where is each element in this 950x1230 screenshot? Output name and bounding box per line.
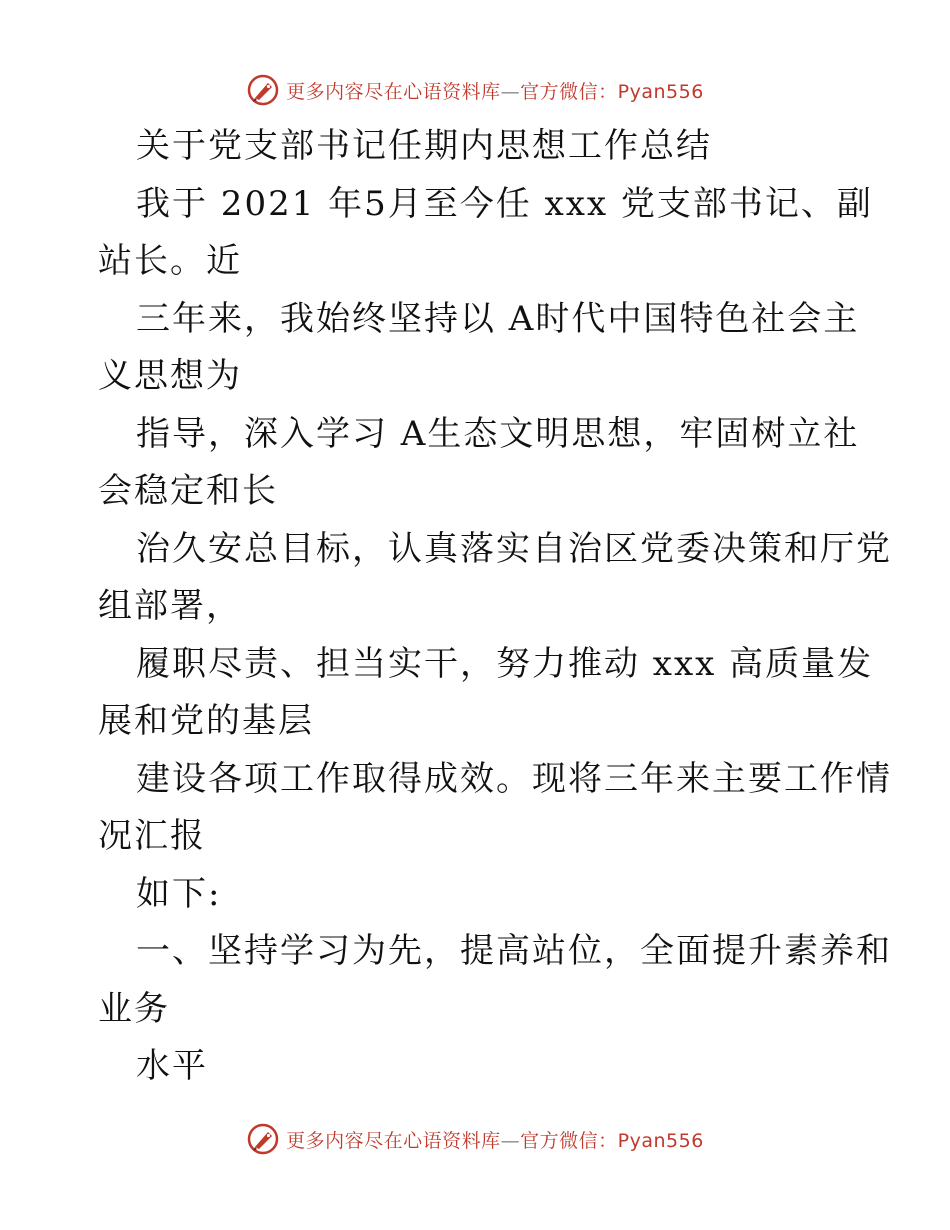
paragraph-line: 义思想为 [98, 356, 242, 396]
paragraph-line: 履职尽责、担当实干，努力推动 xxx 高质量发 [136, 643, 874, 684]
banner-wechat-text: 官方微信：Pyan556 [520, 1129, 704, 1152]
banner-separator: — [500, 1129, 521, 1152]
banner-wechat-text: 官方微信：Pyan556 [520, 80, 704, 103]
paragraph-line: 展和党的基层 [98, 701, 314, 741]
paragraph-line: 站长。近 [98, 241, 242, 281]
pen-nib-logo-icon [246, 1122, 280, 1156]
paragraph-line: 况汇报 [98, 816, 206, 856]
header-banner [0, 70, 950, 110]
paragraph-line: 治久安总目标，认真落实自治区党委决策和厅党 [136, 528, 892, 569]
footer-banner [0, 1119, 950, 1159]
paragraph-line: 组部署， [98, 586, 242, 626]
document-body [98, 118, 892, 1096]
paragraph-line: 会稳定和长 [98, 471, 278, 511]
paragraph-line: 建设各项工作取得成效。现将三年来主要工作情 [136, 758, 892, 799]
section-heading: 一、坚持学习为先，提高站位，全面提升素养和 [136, 931, 892, 971]
paragraph-line: 如下: [136, 873, 222, 914]
section-heading-continuation: 业务 [98, 988, 170, 1029]
paragraph-line: 我于 2021 年5月至今任 xxx 党支部书记、副 [136, 183, 873, 224]
banner-site-text: 更多内容尽在心语资料库 [286, 1129, 501, 1152]
banner-text [286, 1126, 704, 1153]
paragraph-line: 三年来，我始终坚持以 A时代中国特色社会主 [136, 298, 860, 339]
section-heading-continuation: 水平 [136, 1046, 208, 1086]
banner-text [286, 77, 704, 104]
banner-site-text: 更多内容尽在心语资料库 [286, 80, 501, 103]
paragraph-line: 指导，深入学习 A生态文明思想，牢固树立社 [136, 413, 860, 454]
banner-separator: — [500, 80, 521, 103]
pen-nib-logo-icon [246, 73, 280, 107]
document-title: 关于党支部书记任期内思想工作总结 [136, 126, 712, 166]
